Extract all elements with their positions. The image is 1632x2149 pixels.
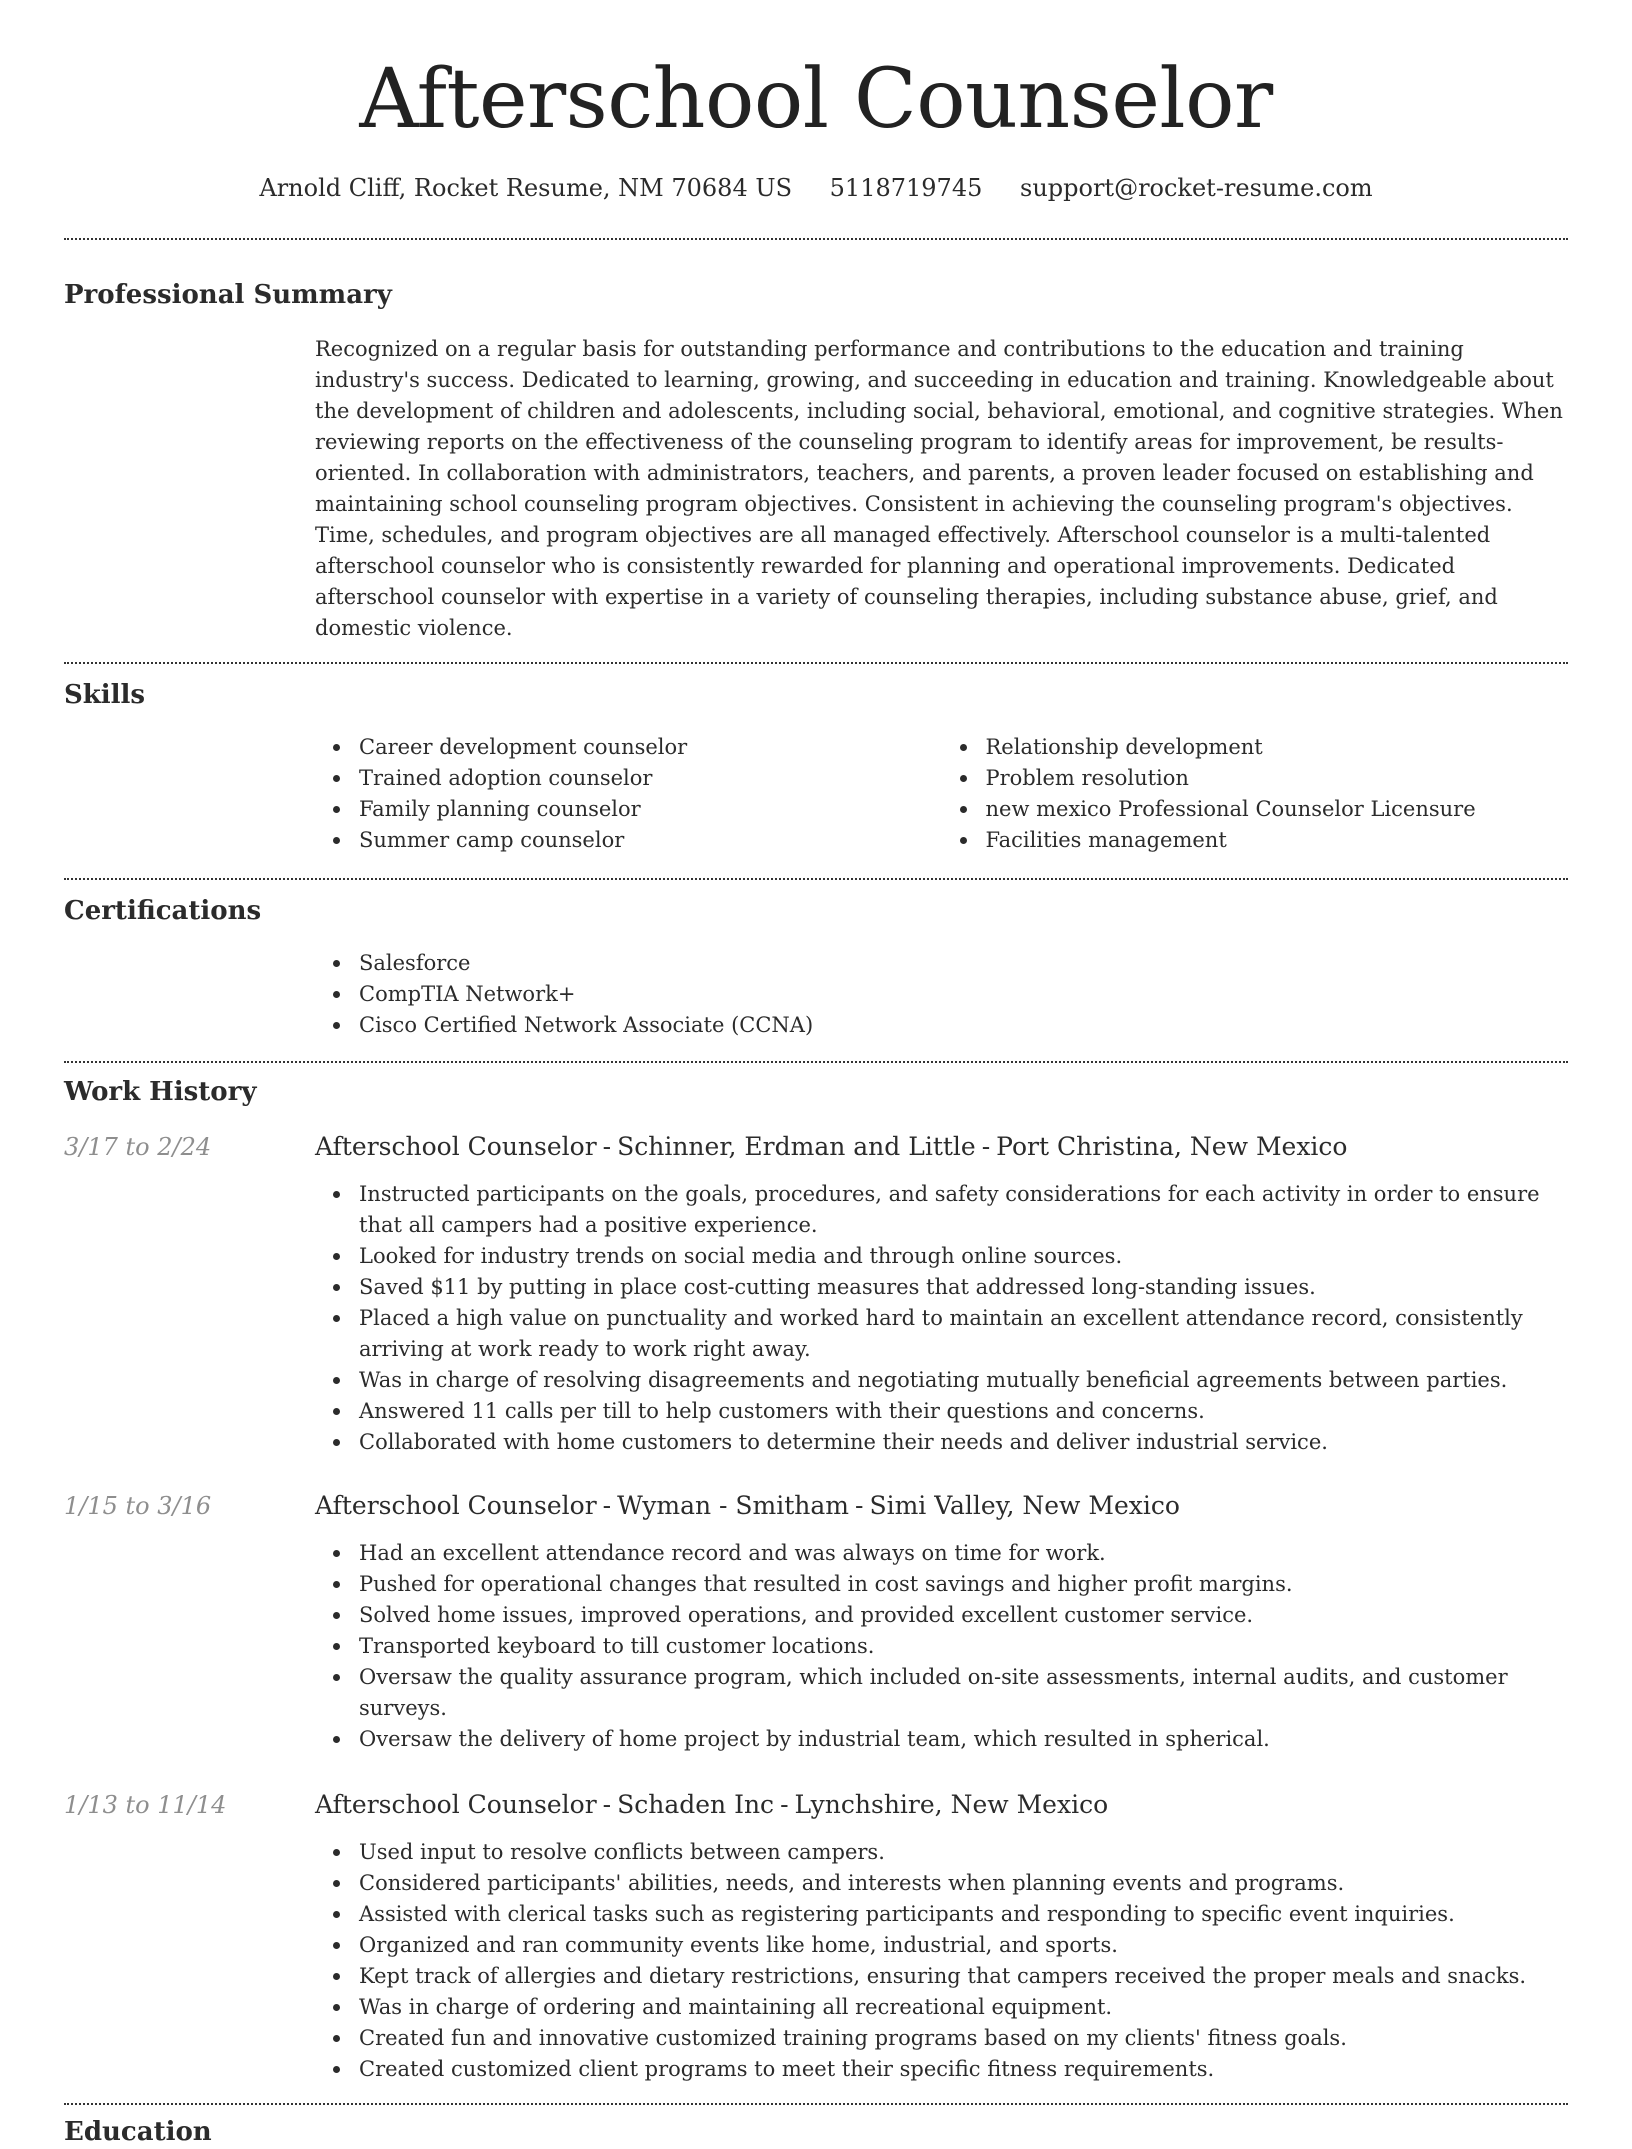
divider [64, 1061, 1568, 1063]
job-bullet: Considered participants' abilities, needs, and interests when planning events and programs. [359, 1868, 1568, 1899]
job-bullet: Was in charge of ordering and maintaining all recreational equipment. [359, 1992, 1568, 2023]
job-role: Afterschool Counselor [315, 1491, 597, 1520]
skill-item: Facilities management [986, 825, 1569, 856]
skills-list-right [942, 732, 1569, 856]
contact-email: support@rocket-resume.com [1020, 174, 1373, 202]
skills-heading: Skills [64, 680, 146, 710]
job-location: Port Christina, New Mexico [996, 1132, 1348, 1161]
certifications-list [315, 948, 1568, 1041]
job-bullet: Organized and ran community events like home, industrial, and sports. [359, 1930, 1568, 1961]
contact-address: Arnold Cliff, Rocket Resume, NM 70684 US [259, 174, 793, 202]
work-history-heading: Work History [64, 1077, 257, 1107]
title-separator: - [855, 1491, 864, 1520]
job-bullet: Oversaw the quality assurance program, which included on-site assessments, internal audits, and customer surveys. [359, 1662, 1568, 1724]
certifications-content [315, 948, 1568, 1041]
jobs-list [64, 1131, 1568, 2085]
job-bullet: Collaborated with home customers to determine their needs and deliver industrial service. [359, 1427, 1568, 1458]
divider [64, 662, 1568, 664]
certifications-heading: Certifications [64, 896, 262, 926]
job-bullet: Assisted with clerical tasks such as registering participants and responding to specific event inquiries. [359, 1899, 1568, 1930]
contact-phone: 5118719745 [829, 174, 983, 202]
job-entry [64, 1490, 1568, 1755]
job-bullets [315, 1837, 1568, 2085]
job-entry [64, 1131, 1568, 1458]
certification-item: Cisco Certified Network Associate (CCNA) [359, 1010, 1568, 1041]
education-heading: Education [64, 2117, 212, 2147]
job-bullet: Pushed for operational changes that resulted in cost savings and higher profit margins. [359, 1569, 1568, 1600]
job-bullet: Created fun and innovative customized training programs based on my clients' fitness goals. [359, 2023, 1568, 2054]
skills-section [64, 678, 1568, 856]
job-company: Wyman - Smitham [617, 1491, 850, 1520]
job-bullet: Solved home issues, improved operations, and provided excellent customer service. [359, 1600, 1568, 1631]
job-bullet: Placed a high value on punctuality and worked hard to maintain an excellent attendance record, consistently arriving at work ready to work right away. [359, 1303, 1568, 1365]
divider [64, 238, 1568, 240]
resume-page [64, 0, 1568, 2149]
job-entry [64, 1789, 1568, 2085]
summary-content [315, 334, 1568, 644]
job-bullet: Instructed participants on the goals, procedures, and safety considerations for each activity in order to ensure that all campers had a positive experience. [359, 1179, 1568, 1241]
title-separator: - [981, 1132, 991, 1161]
summary-section [64, 278, 1568, 644]
job-company: Schinner, Erdman and Little [617, 1132, 976, 1161]
job-bullet: Transported keyboard to till customer locations. [359, 1631, 1568, 1662]
job-details [315, 1179, 1568, 1458]
job-title-line [315, 1490, 1568, 1522]
education-section [64, 2115, 1568, 2149]
job-details [315, 1837, 1568, 2085]
divider [64, 2103, 1568, 2105]
title-separator: - [602, 1491, 612, 1520]
job-title-line [315, 1789, 1568, 1821]
job-bullet: Saved $11 by putting in place cost-cutting measures that addressed long-standing issues. [359, 1272, 1568, 1303]
job-bullet: Oversaw the delivery of home project by industrial team, which resulted in spherical. [359, 1724, 1568, 1755]
certifications-section [64, 894, 1568, 1041]
job-bullet: Had an excellent attendance record and was always on time for work. [359, 1538, 1568, 1569]
summary-text: Recognized on a regular basis for outstanding performance and contributions to the education and training industry's success. Dedicated to learning, growing, and succeeding in education and training. Knowledgeable about the development of children and adolescents, including social, behavioral, emotional, and cognitive strategies. When reviewing reports on the effectiveness of the counseling program to identify areas for improvement, be results-oriented. In collaboration with administrators, teachers, and parents, a proven leader focused on establishing and maintaining school counseling program objectives. Consistent in achieving the counseling program's objectives. Time, schedules, and program objectives are all managed effectively. Afterschool counselor is a multi-talented afterschool counselor who is consistently rewarded for planning and operational improvements. Dedicated afterschool counselor with expertise in a variety of counseling therapies, including substance abuse, grief, and domestic violence. [315, 337, 1563, 640]
work-history-section [64, 1075, 1568, 2085]
title-separator: - [602, 1790, 612, 1819]
job-bullet: Looked for industry trends on social media and through online sources. [359, 1241, 1568, 1272]
summary-heading: Professional Summary [64, 280, 392, 310]
job-details [315, 1538, 1568, 1755]
job-location: Simi Valley, New Mexico [869, 1491, 1180, 1520]
job-company: Schaden Inc [617, 1790, 775, 1819]
title-separator: - [780, 1790, 789, 1819]
job-bullet: Answered 11 calls per till to help customers with their questions and concerns. [359, 1396, 1568, 1427]
resume-title: Afterschool Counselor [359, 52, 1273, 147]
skill-item: Career development counselor [359, 732, 942, 763]
contact-line [64, 172, 1568, 204]
job-location: Lynchshire, New Mexico [794, 1790, 1109, 1819]
job-dates: 1/13 to 11/14 [64, 1791, 227, 1819]
job-role: Afterschool Counselor [315, 1790, 597, 1819]
job-title-line [315, 1131, 1568, 1163]
title-separator: - [602, 1132, 612, 1161]
skill-item: Trained adoption counselor [359, 763, 942, 794]
job-role: Afterschool Counselor [315, 1132, 597, 1161]
skill-item: new mexico Professional Counselor Licensure [986, 794, 1569, 825]
job-bullets [315, 1538, 1568, 1755]
skill-item: Relationship development [986, 732, 1569, 763]
job-bullet: Used input to resolve conflicts between campers. [359, 1837, 1568, 1868]
job-bullet: Created customized client programs to meet their specific fitness requirements. [359, 2054, 1568, 2085]
job-dates: 1/15 to 3/16 [64, 1492, 212, 1520]
job-dates: 3/17 to 2/24 [64, 1133, 212, 1161]
job-bullet: Kept track of allergies and dietary restrictions, ensuring that campers received the proper meals and snacks. [359, 1961, 1568, 1992]
skills-grid [315, 732, 1568, 856]
certification-item: CompTIA Network+ [359, 979, 1568, 1010]
skill-item: Problem resolution [986, 763, 1569, 794]
skill-item: Summer camp counselor [359, 825, 942, 856]
divider [64, 878, 1568, 880]
skill-item: Family planning counselor [359, 794, 942, 825]
skills-list-left [315, 732, 942, 856]
job-bullet: Was in charge of resolving disagreements and negotiating mutually beneficial agreements between parties. [359, 1365, 1568, 1396]
certification-item: Salesforce [359, 948, 1568, 979]
job-bullets [315, 1179, 1568, 1458]
